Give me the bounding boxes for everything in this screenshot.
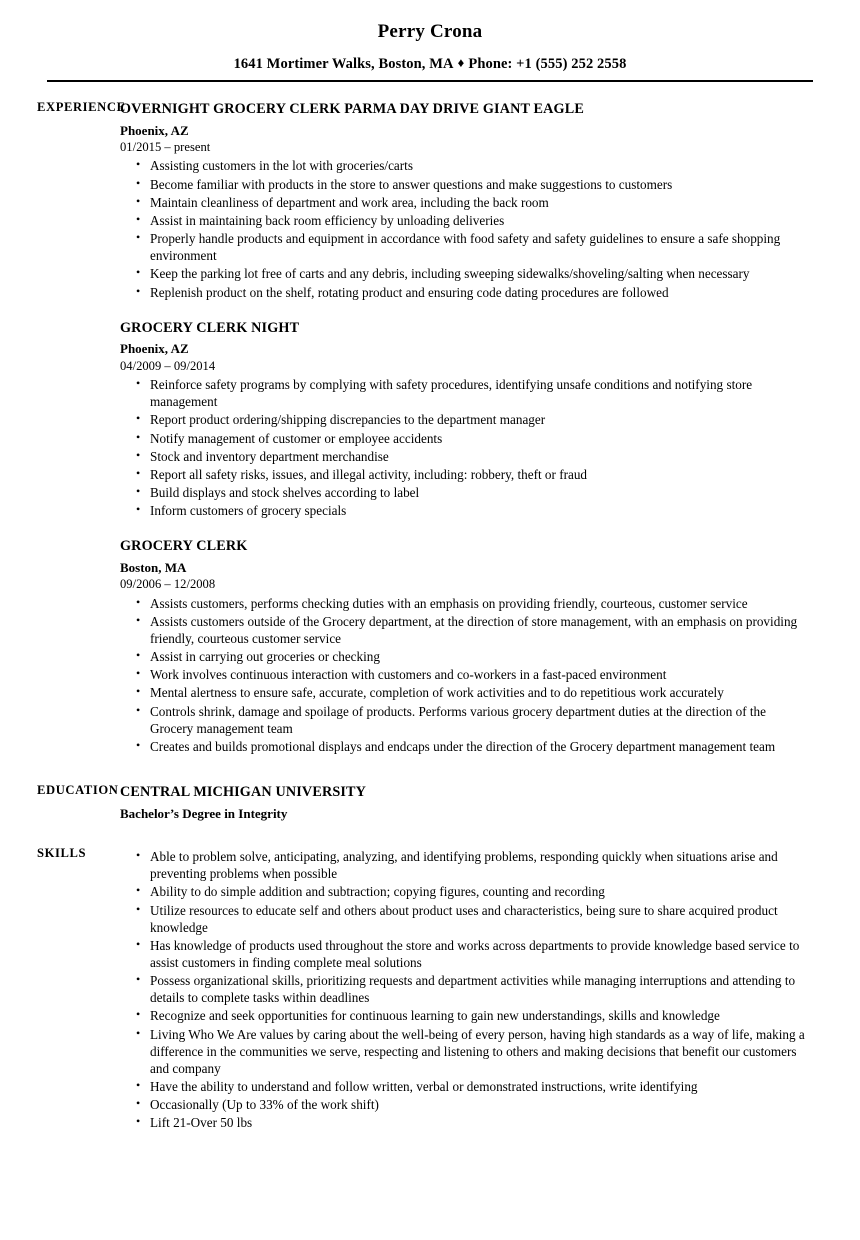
- job-location: Phoenix, AZ: [120, 341, 189, 357]
- diamond-separator-icon: ♦: [457, 54, 465, 70]
- list-item: • Living Who We Are values by caring about the well-being of every person, having high standards as a way of life, making a difference in the communities we serve, respecting and listening to others and making decisions that benefit our customers and company: [120, 1026, 816, 1077]
- list-item: • Notify management of customer or employee accidents: [120, 430, 812, 447]
- job-title: GROCERY CLERK: [120, 538, 248, 555]
- list-item: • Assists customers, performs checking duties with an emphasis on providing friendly, courteous, customer service: [120, 595, 812, 612]
- resume-content: [0, 100, 860, 1131]
- job-dates: 04/2009 – 09/2014: [120, 358, 216, 373]
- job-dates: 09/2006 – 12/2008: [120, 577, 216, 592]
- list-item: • Stock and inventory department merchandise: [120, 448, 812, 465]
- list-item: • Ability to do simple addition and subtraction; copying figures, counting and recording: [120, 883, 816, 900]
- job-responsibility-list: [120, 157, 812, 300]
- job-dates: 01/2015 – present: [120, 140, 211, 155]
- skills-entries: [120, 846, 860, 1132]
- list-item: • Able to problem solve, anticipating, analyzing, and identifying problems, responding quickly when situations arise and preventing problems when possible: [120, 848, 816, 882]
- list-item: • Keep the parking lot free of carts and any debris, including sweeping sidewalks/shoveling/salting when necessary: [120, 265, 812, 282]
- section-label-skills: SKILLS: [37, 846, 87, 861]
- section-label-education: EDUCATION: [37, 783, 119, 798]
- list-item: • Controls shrink, damage and spoilage of products. Performs various grocery department duties at the direction of the Grocery management team: [120, 703, 812, 737]
- list-item: • Have the ability to understand and follow written, verbal or demonstrated instructions, write identifying: [120, 1078, 816, 1095]
- education-school: CENTRAL MICHIGAN UNIVERSITY: [120, 784, 367, 801]
- job-location: Phoenix, AZ: [120, 122, 189, 138]
- contact-phone: Phone: +1 (555) 252 2558: [468, 55, 627, 72]
- list-item: • Report product ordering/shipping discrepancies to the department manager: [120, 411, 812, 428]
- list-item: • Assisting customers in the lot with groceries/carts: [120, 157, 812, 174]
- list-item: • Lift 21-Over 50 lbs: [120, 1114, 816, 1131]
- experience-entries: [120, 100, 860, 755]
- section-label-experience: EXPERIENCE: [37, 100, 126, 115]
- job-responsibility-list: [120, 595, 812, 755]
- list-item: • Assists customers outside of the Grocery department, at the direction of store management, with an emphasis on providing friendly, courteous customer service: [120, 613, 812, 647]
- list-item: • Mental alertness to ensure safe, accurate, completion of work activities and to do repetitious work accurately: [120, 684, 812, 701]
- experience-entry: [120, 100, 812, 301]
- list-item: • Replenish product on the shelf, rotating product and ensuring code dating procedures are followed: [120, 284, 812, 301]
- list-item: • Assist in maintaining back room efficiency by unloading deliveries: [120, 212, 812, 229]
- list-item: • Recognize and seek opportunities for continuous learning to gain new understandings, skills and knowledge: [120, 1007, 816, 1024]
- list-item: • Work involves continuous interaction with customers and co-workers in a fast-paced environment: [120, 666, 812, 683]
- section-education: [0, 783, 860, 822]
- list-item: • Reinforce safety programs by complying with safety procedures, identifying unsafe conditions and notifying store management: [120, 376, 812, 410]
- list-item: • Has knowledge of products used throughout the store and works across departments to provide knowledge based service to assist customers in finding complete meal solutions: [120, 937, 816, 971]
- list-item: • Possess organizational skills, prioritizing requests and department activities while managing interruptions and attending to details to complete tasks within deadlines: [120, 972, 816, 1006]
- list-item: • Creates and builds promotional displays and endcaps under the direction of the Grocery department management team: [120, 738, 812, 755]
- contact-line: [0, 55, 860, 73]
- education-degree: Bachelor’s Degree in Integrity: [120, 805, 288, 821]
- job-title: OVERNIGHT GROCERY CLERK PARMA DAY DRIVE GIANT EAGLE: [120, 101, 584, 118]
- list-item: • Inform customers of grocery specials: [120, 502, 812, 519]
- contact-address: 1641 Mortimer Walks, Boston, MA: [233, 55, 454, 72]
- experience-entry: [120, 537, 812, 755]
- header-divider: [47, 80, 813, 82]
- list-item: • Become familiar with products in the store to answer questions and make suggestions to customers: [120, 176, 812, 193]
- section-experience: [0, 100, 860, 755]
- list-item: • Properly handle products and equipment in accordance with food safety and safety guidelines to ensure a safe shopping environment: [120, 230, 812, 264]
- list-item: • Report all safety risks, issues, and illegal activity, including: robbery, theft or fraud: [120, 466, 812, 483]
- experience-entry: [120, 319, 812, 520]
- resume-header: [0, 0, 860, 82]
- job-responsibility-list: [120, 376, 812, 519]
- list-item: • Maintain cleanliness of department and work area, including the back room: [120, 194, 812, 211]
- job-title: GROCERY CLERK NIGHT: [120, 319, 300, 336]
- skills-list: [120, 848, 816, 1132]
- candidate-name: Perry Crona: [377, 21, 483, 42]
- list-item: • Build displays and stock shelves according to label: [120, 484, 812, 501]
- list-item: • Assist in carrying out groceries or checking: [120, 648, 812, 665]
- list-item: • Occasionally (Up to 33% of the work shift): [120, 1096, 816, 1113]
- list-item: • Utilize resources to educate self and others about product uses and characteristics, being sure to share acquired product knowledge: [120, 902, 816, 936]
- section-skills: [0, 846, 860, 1132]
- education-entries: [120, 783, 860, 822]
- job-location: Boston, MA: [120, 559, 187, 575]
